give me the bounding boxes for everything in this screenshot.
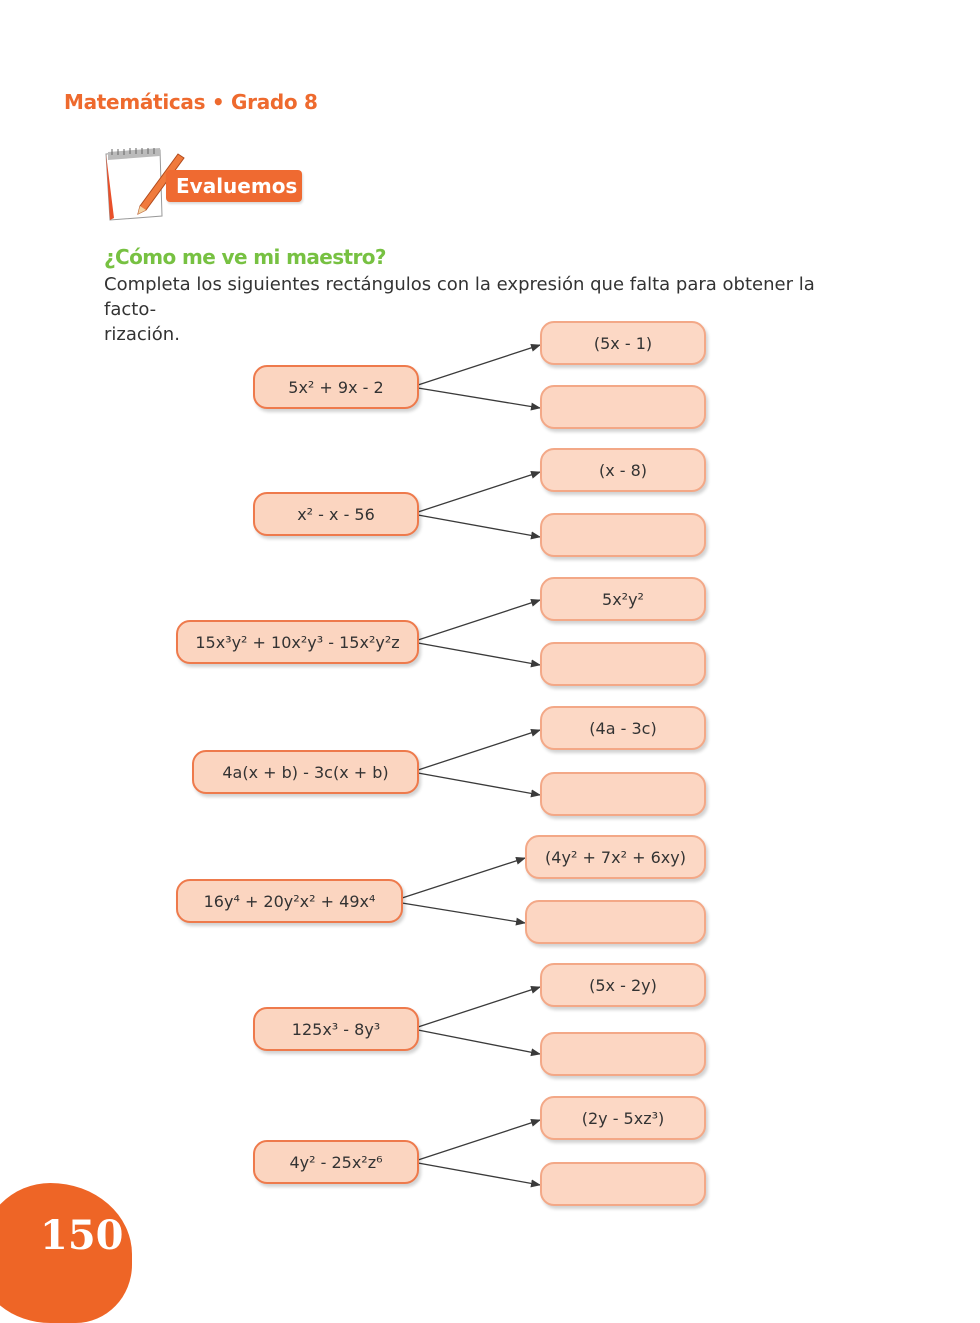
arrow-4-up bbox=[418, 730, 540, 770]
factor-box-7a bbox=[540, 1096, 706, 1140]
arrow-5-up bbox=[402, 858, 525, 898]
arrow-7-down bbox=[418, 1163, 540, 1185]
expression-box-4 bbox=[192, 750, 419, 794]
instructions-line-1: Completa los siguientes rectángulos con la expresión que falta para obtener la facto- bbox=[104, 274, 815, 320]
expression-box-3 bbox=[176, 620, 419, 664]
answer-input-4[interactable] bbox=[540, 772, 706, 816]
expression-4: 4a(x + b) - 3c(x + b) bbox=[222, 762, 389, 782]
expression-7: 4y² - 25x²z⁶ bbox=[289, 1152, 383, 1172]
instructions-line-2: rización. bbox=[104, 324, 180, 345]
expression-5: 16y⁴ + 20y²x² + 49x⁴ bbox=[203, 891, 376, 911]
instructions-text bbox=[104, 272, 864, 347]
factor-1a: (5x - 1) bbox=[593, 333, 653, 353]
arrow-4-down bbox=[418, 773, 540, 795]
expression-box-5 bbox=[176, 879, 403, 923]
factor-3a: 5x²y² bbox=[602, 589, 644, 609]
answer-input-6[interactable] bbox=[540, 1032, 706, 1076]
expression-box-7 bbox=[253, 1140, 419, 1184]
expression-3: 15x³y² + 10x²y³ - 15x²y²z bbox=[195, 632, 400, 652]
factor-box-3a bbox=[540, 577, 706, 621]
expression-6: 125x³ - 8y³ bbox=[291, 1019, 381, 1039]
factor-box-1a bbox=[540, 321, 706, 365]
expression-box-2 bbox=[253, 492, 419, 536]
arrow-5-down bbox=[402, 903, 525, 923]
factor-box-2a bbox=[540, 448, 706, 492]
arrow-1-up bbox=[418, 345, 540, 385]
section-badge: Evaluemos bbox=[166, 170, 302, 202]
answer-input-5[interactable] bbox=[525, 900, 706, 944]
factor-box-4a bbox=[540, 706, 706, 750]
arrow-2-up bbox=[418, 472, 540, 512]
page-header: Matemáticas • Grado 8 bbox=[64, 90, 318, 114]
expression-2: x² - x - 56 bbox=[297, 504, 375, 524]
factor-4a: (4a - 3c) bbox=[589, 718, 657, 738]
answer-input-3[interactable] bbox=[540, 642, 706, 686]
answer-input-2[interactable] bbox=[540, 513, 706, 557]
arrow-3-up bbox=[418, 600, 540, 640]
arrow-7-up bbox=[418, 1120, 540, 1160]
expression-box-6 bbox=[253, 1007, 419, 1051]
factor-5a: (4y² + 7x² + 6xy) bbox=[545, 847, 686, 867]
expression-box-1 bbox=[253, 365, 419, 409]
arrow-1-down bbox=[418, 388, 540, 408]
factor-box-5a bbox=[525, 835, 706, 879]
expression-1: 5x² + 9x - 2 bbox=[288, 377, 384, 397]
arrow-6-down bbox=[418, 1030, 540, 1054]
arrow-2-down bbox=[418, 515, 540, 537]
arrow-6-up bbox=[418, 987, 540, 1027]
factor-6a: (5x - 2y) bbox=[589, 975, 657, 995]
page-number: 150 bbox=[40, 1212, 124, 1259]
section-subtitle: ¿Cómo me ve mi maestro? bbox=[104, 245, 386, 269]
factor-box-6a bbox=[540, 963, 706, 1007]
factor-7a: (2y - 5xz³) bbox=[581, 1108, 665, 1128]
factor-2a: (x - 8) bbox=[598, 460, 648, 480]
answer-input-7[interactable] bbox=[540, 1162, 706, 1206]
arrow-3-down bbox=[418, 643, 540, 665]
answer-input-1[interactable] bbox=[540, 385, 706, 429]
